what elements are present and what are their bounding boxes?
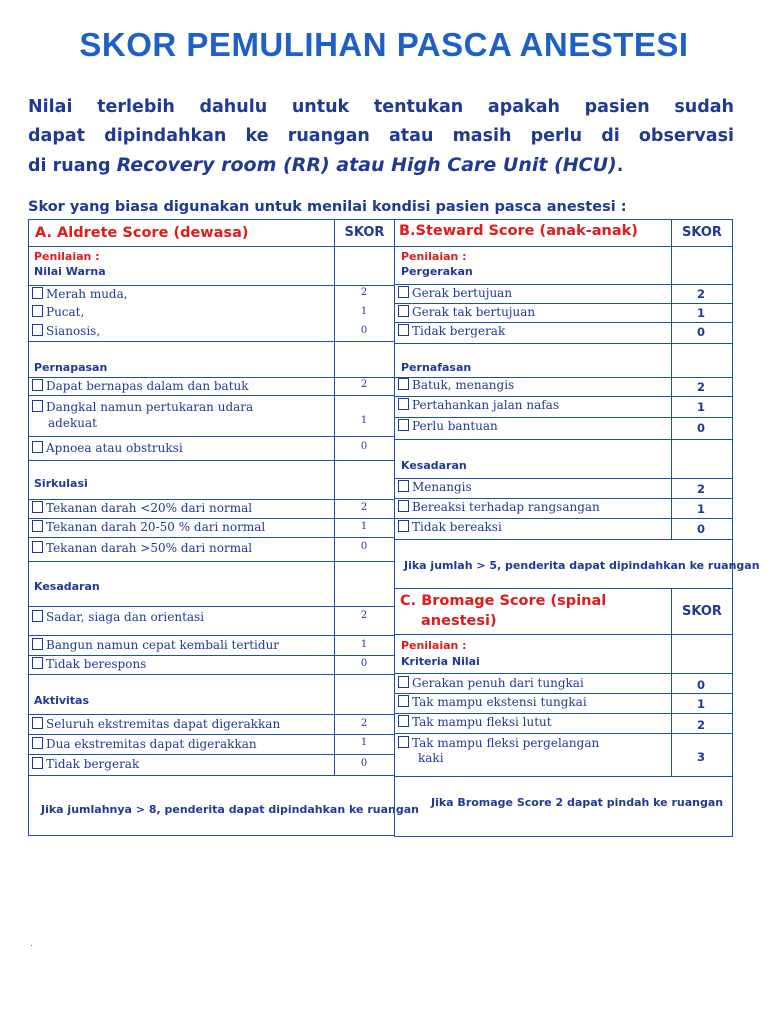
list-item: Tekanan darah <20% dari normal <box>32 501 252 515</box>
intro-line-3-suffix: . <box>616 156 624 176</box>
checkbox-icon <box>32 717 43 729</box>
stray-dot: · <box>30 940 34 951</box>
checkbox-icon <box>32 324 43 336</box>
list-item: Tak mampu fleksi pergelangan <box>398 736 599 750</box>
score-value: 2 <box>696 380 705 394</box>
checkbox-icon <box>398 286 409 298</box>
aldrete-section-title: Pernapasan <box>34 361 108 374</box>
steward-note: Jika jumlah > 5, penderita dapat dipindahkan ke ruangan <box>404 559 760 572</box>
checkbox-icon <box>32 441 43 453</box>
page-title: SKOR PEMULIHAN PASCA ANESTESI <box>79 26 689 63</box>
aldrete-skor-cell <box>334 246 395 286</box>
aldrete-section-title: Aktivitas <box>34 694 90 707</box>
checkbox-icon <box>398 324 409 336</box>
checkbox-icon <box>398 695 409 707</box>
list-item: Apnoea atau obstruksi <box>32 441 183 455</box>
score-value: 1 <box>696 306 705 320</box>
score-value: 0 <box>360 441 368 452</box>
aldrete-section-title: Kesadaran <box>34 580 100 593</box>
aldrete-section-title: Nilai Warna <box>34 265 106 278</box>
score-value: 0 <box>360 658 368 669</box>
list-item: Tidak berespons <box>32 657 146 671</box>
list-item: Gerak bertujuan <box>398 286 512 300</box>
checkbox-icon <box>32 305 43 317</box>
list-item-continued: kaki <box>418 751 444 765</box>
score-value: 2 <box>360 502 368 513</box>
checkbox-icon <box>32 379 43 391</box>
score-value: 0 <box>696 678 705 692</box>
checkbox-icon <box>398 378 409 390</box>
list-item: Perlu bantuan <box>398 419 498 433</box>
list-item: Bangun namun cepat kembali tertidur <box>32 638 279 652</box>
checkbox-icon <box>32 757 43 769</box>
aldrete-note: Jika jumlahnya > 8, penderita dapat dipindahkan ke ruangan <box>41 803 419 816</box>
score-value: 2 <box>696 718 705 732</box>
checkbox-icon <box>32 638 43 650</box>
bromage-header-cell <box>394 588 672 635</box>
bromage-header-line1: C. Bromage Score (spinal <box>400 593 607 609</box>
checkbox-icon <box>398 398 409 410</box>
score-value: 1 <box>696 697 705 711</box>
aldrete-skor-label: SKOR <box>344 225 385 240</box>
list-item: Tidak bergerak <box>398 324 505 338</box>
list-item: Pertahankan jalan nafas <box>398 398 559 412</box>
steward-skor-header-cell <box>671 219 733 247</box>
bromage-penilaian: Penilaian : <box>401 639 467 652</box>
intro-line-3-italic: Recovery room (RR) atau High Care Unit (HCU) <box>116 154 617 176</box>
list-item: Batuk, menangis <box>398 378 514 392</box>
checkbox-icon <box>398 419 409 431</box>
score-value: 2 <box>360 610 368 621</box>
score-value: 3 <box>696 750 705 764</box>
list-item: Dapat bernapas dalam dan batuk <box>32 379 249 393</box>
steward-skor-cell <box>671 439 733 479</box>
list-item: Merah muda, <box>32 287 128 301</box>
score-value: 1 <box>696 400 705 414</box>
checkbox-icon <box>398 736 409 748</box>
score-value: 2 <box>696 287 705 301</box>
score-value: 0 <box>360 758 368 769</box>
aldrete-skor-cell <box>334 561 395 607</box>
steward-header-cell <box>394 219 672 247</box>
score-value: 2 <box>360 287 368 298</box>
intro-line-3-prefix: di ruang <box>28 156 111 176</box>
list-item-continued: adekuat <box>48 416 97 430</box>
checkbox-icon <box>398 676 409 688</box>
aldrete-header: A. Aldrete Score (dewasa) <box>35 225 249 241</box>
list-item: Tidak bereaksi <box>398 520 502 534</box>
list-item: Seluruh ekstremitas dapat digerakkan <box>32 717 280 731</box>
aldrete-skor-header-cell <box>334 219 395 247</box>
list-item: Tak mampu fleksi lutut <box>398 715 552 729</box>
checkbox-icon <box>32 400 43 412</box>
steward-skor-cell <box>671 246 733 285</box>
checkbox-icon <box>32 737 43 749</box>
score-value: 1 <box>360 415 368 426</box>
checkbox-icon <box>32 501 43 513</box>
checkbox-icon <box>398 480 409 492</box>
bromage-skor-header-cell <box>671 588 733 635</box>
checkbox-icon <box>398 500 409 512</box>
list-item: Bereaksi terhadap rangsangan <box>398 500 600 514</box>
score-value: 1 <box>360 737 368 748</box>
list-item: Gerakan penuh dari tungkai <box>398 676 584 690</box>
aldrete-penilaian: Penilaian : <box>34 250 100 263</box>
aldrete-section-title: Sirkulasi <box>34 477 88 490</box>
steward-header: B.Steward Score (anak-anak) <box>399 223 638 239</box>
score-tables <box>28 219 760 837</box>
checkbox-icon <box>32 657 43 669</box>
subheading: Skor yang biasa digunakan untuk menilai kondisi pasien pasca anestesi : <box>28 199 627 215</box>
list-item: Sadar, siaga dan orientasi <box>32 610 204 624</box>
intro-line-2: dapat dipindahkan ke ruangan atau masih perlu di observasi <box>28 126 734 146</box>
score-value: 0 <box>696 522 705 536</box>
steward-penilaian: Penilaian : <box>401 250 467 263</box>
steward-skor-cell <box>671 343 733 378</box>
list-item: Tekanan darah 20-50 % dari normal <box>32 520 265 534</box>
aldrete-skor-cell <box>334 341 395 378</box>
steward-section-title: Pergerakan <box>401 265 473 278</box>
score-value: 0 <box>360 541 368 552</box>
list-item: Tekanan darah >50% dari normal <box>32 541 252 555</box>
list-item: Dangkal namun pertukaran udara <box>32 400 253 414</box>
checkbox-icon <box>398 305 409 317</box>
score-value: 1 <box>360 521 368 532</box>
steward-section-title: Pernafasan <box>401 361 472 374</box>
aldrete-header-cell <box>28 219 335 247</box>
score-value: 2 <box>360 718 368 729</box>
bromage-header-line2: anestesi) <box>421 613 497 629</box>
score-value: 1 <box>360 639 368 650</box>
checkbox-icon <box>32 541 43 553</box>
checkbox-icon <box>32 610 43 622</box>
list-item: Dua ekstremitas dapat digerakkan <box>32 737 257 751</box>
list-item: Menangis <box>398 480 472 494</box>
aldrete-skor-cell <box>334 460 395 500</box>
list-item: Pucat, <box>32 305 84 319</box>
checkbox-icon <box>32 287 43 299</box>
score-value: 0 <box>696 325 705 339</box>
list-item: Tak mampu ekstensi tungkai <box>398 695 587 709</box>
intro-line-1: Nilai terlebih dahulu untuk tentukan apakah pasien sudah <box>28 97 734 117</box>
bromage-subtitle: Kriteria Nilai <box>401 655 480 668</box>
bromage-note: Jika Bromage Score 2 dapat pindah ke ruangan <box>431 796 724 809</box>
steward-section-title: Kesadaran <box>401 459 467 472</box>
bromage-skor-label: SKOR <box>682 604 722 619</box>
steward-skor-label: SKOR <box>682 225 722 240</box>
score-value: 2 <box>696 482 705 496</box>
score-value: 1 <box>360 306 368 317</box>
list-item: Sianosis, <box>32 324 100 338</box>
bromage-skor-cell <box>671 634 733 674</box>
checkbox-icon <box>398 715 409 727</box>
score-value: 0 <box>360 325 368 336</box>
list-item: Tidak bergerak <box>32 757 139 771</box>
score-value: 0 <box>696 421 705 435</box>
checkbox-icon <box>32 520 43 532</box>
checkbox-icon <box>398 520 409 532</box>
intro-paragraph <box>28 93 734 181</box>
aldrete-skor-cell <box>334 674 395 715</box>
list-item: Gerak tak bertujuan <box>398 305 535 319</box>
score-value: 2 <box>360 379 368 390</box>
score-value: 1 <box>696 502 705 516</box>
